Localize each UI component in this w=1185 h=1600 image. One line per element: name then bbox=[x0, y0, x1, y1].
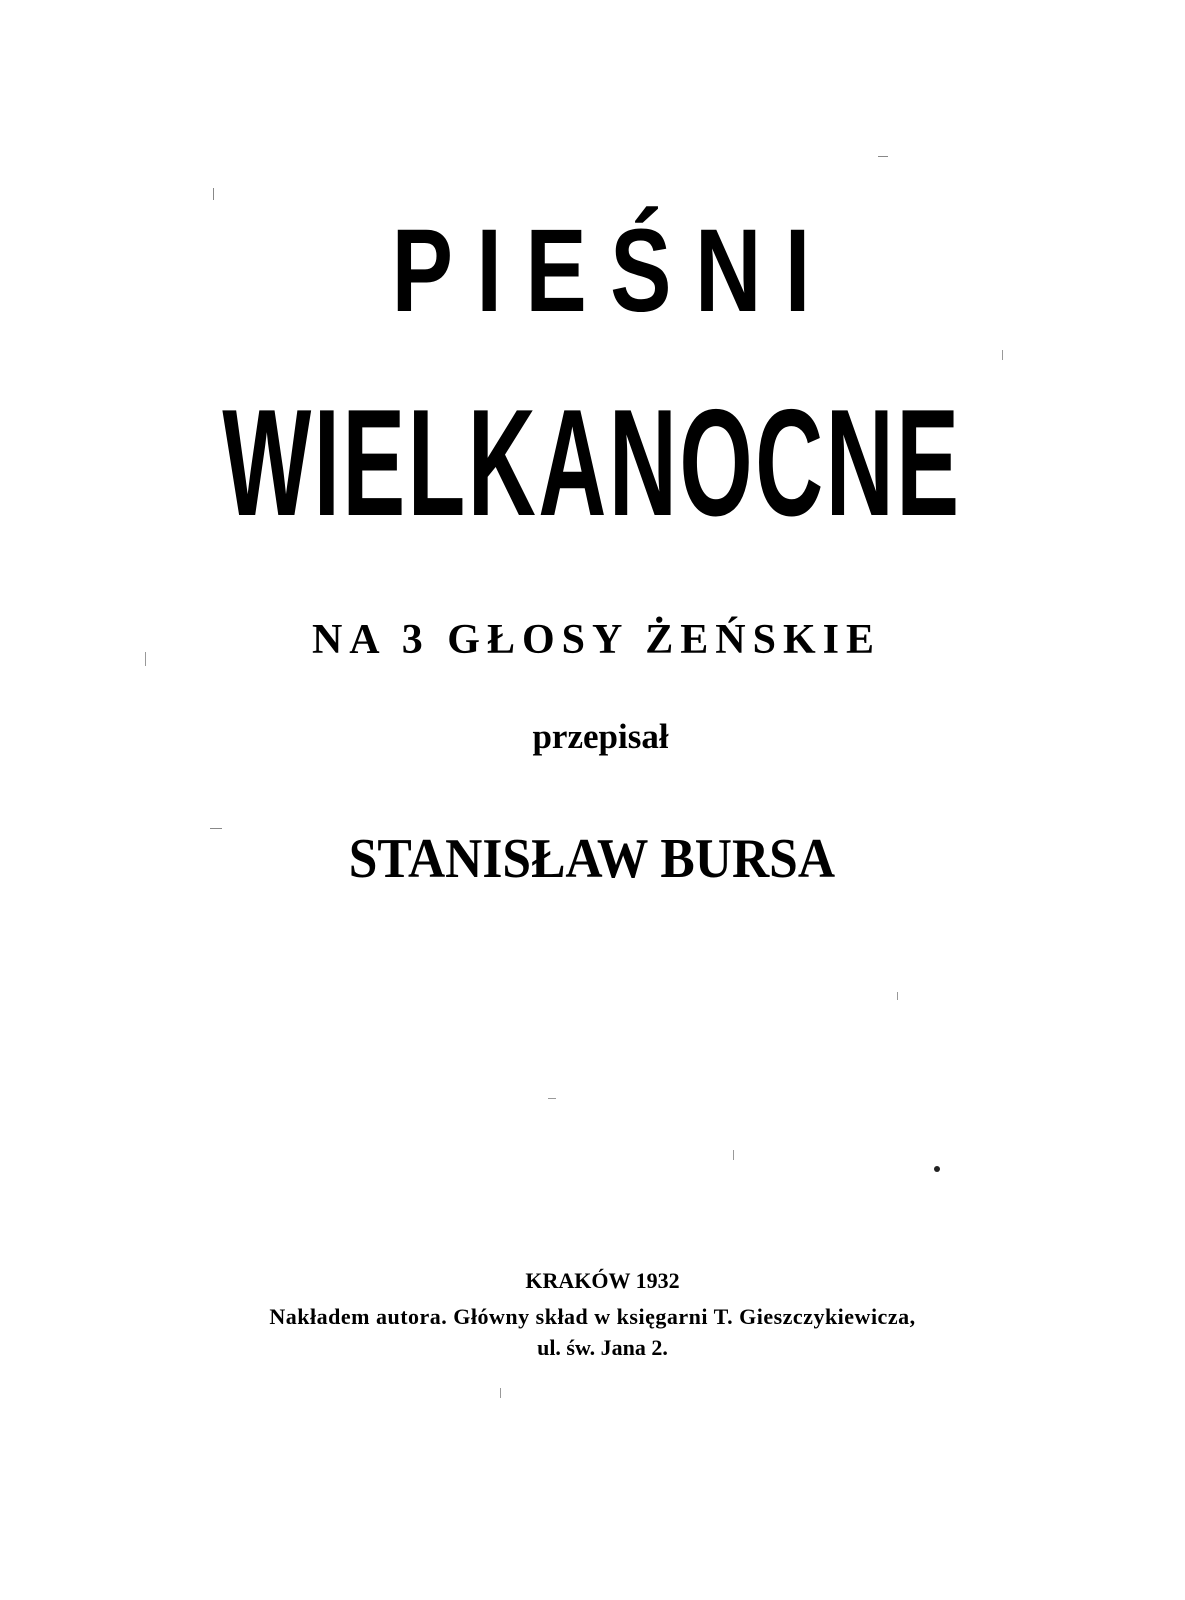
scan-speck bbox=[878, 156, 888, 157]
scan-speck bbox=[733, 1150, 734, 1160]
title-line-1: PIEŚNI bbox=[391, 205, 834, 337]
scan-speck bbox=[548, 1098, 556, 1099]
subtitle: NA 3 GŁOSY ŻEŃSKIE bbox=[311, 617, 882, 663]
byline: przepisał bbox=[532, 717, 669, 756]
scan-speck bbox=[145, 652, 146, 666]
author-name: STANISŁAW BURSA bbox=[348, 828, 836, 890]
scan-speck bbox=[500, 1388, 501, 1398]
scan-speck bbox=[897, 992, 898, 1000]
scan-speck bbox=[1002, 350, 1003, 360]
imprint-address: ul. św. Jana 2. bbox=[537, 1335, 668, 1360]
scan-speck bbox=[213, 188, 214, 200]
imprint-publisher: Nakładem autora. Główny skład w księgarni T. Gieszczykiewicza, bbox=[269, 1304, 916, 1329]
title-line-2: WIELKANOCNE bbox=[222, 378, 962, 548]
scan-speck bbox=[934, 1166, 940, 1172]
imprint-place-year: KRAKÓW 1932 bbox=[525, 1268, 680, 1293]
scan-speck bbox=[210, 828, 222, 829]
